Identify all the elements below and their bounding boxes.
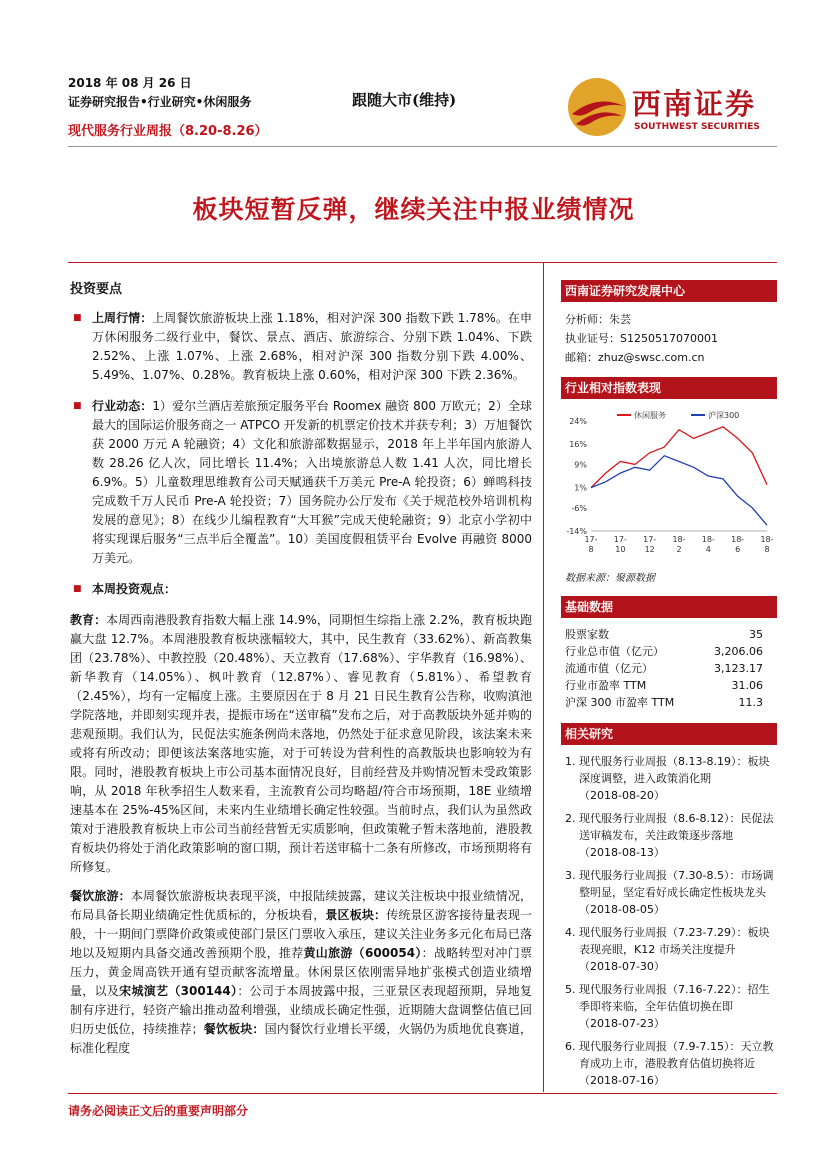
bullet-label: 行业动态：: [92, 399, 153, 413]
para-text: 本周西南港股教育指数大幅上涨 14.9%，同期恒生综指上涨 2.2%，教育板块跑赢大盘 12.7%。本周港股教育板块涨幅较大，其中，民生教育（33.62%）、新高教集团（23.78%）、中教控股（20.48%）、天立教育（17.68%）、宇华教育（16.98%）、新华教育（14.05%）、枫叶教育（12.87%）、睿见教育（5.81%）、希望教育（2.45%），均有一定幅度上涨。主要原因在于 8 月 21 日民生教育公告称，收购滇池学院落地，并即刻实现并表，提振市场在“送审稿”发布之后，对于高教版块外延并购的悲观预期。我们认为，民促法实施条例尚未落地，仍然处于征求意见阶段，该法案未来或将有所改动；即便该法案落地实施，对于可转设为营利性的高教版块也影响较为有限。同时，港股教育板块上市公司基本面情况良好，目前经营及并购情况暂未受政策影响，从 2018 年秋季招生人数来看，主流教育公司均略超/符合市场预期，18E 业绩增速基本在 25%-45%区间，未来内生业绩增长确定性较强。当前时点，我们认为虽然政策对于港股教育板块上市公司当前经营暂无实质影响，但政策靴子暂未落地前，港股教育板块仍将处于消化政策影响的窗口期，预计若送审稿十二条有所修改，市场预期将有所修复。: [70, 613, 532, 874]
stock-name: 黄山旅游（600054）: [303, 946, 422, 960]
logo-name-en: SOUTHWEST SECURITIES: [634, 122, 760, 132]
title-divider: [68, 262, 777, 263]
basic-key: 沪深 300 市盈率 TTM: [565, 696, 675, 709]
legend-label: 休闲服务: [634, 411, 666, 420]
para-label: 餐饮板块：: [203, 1022, 265, 1036]
basic-key: 股票家数: [565, 628, 609, 641]
column-divider: [543, 262, 544, 1092]
education-paragraph: [70, 611, 532, 877]
bullet-label: 上周行情：: [92, 311, 153, 325]
stock-name: 宋城演艺（300144）: [119, 984, 238, 998]
footer-divider: [68, 1093, 777, 1094]
related-number: 1.: [565, 755, 576, 768]
related-title: 现代服务行业周报（8.13-8.19）：板块深度调整，进入政策消化期: [579, 755, 770, 785]
related-date: （2018-08-20）: [579, 789, 665, 802]
analyst-license: 执业证号：S1250517070001: [565, 332, 718, 345]
related-item[interactable]: [561, 810, 777, 861]
bullet-views: [70, 580, 532, 599]
y-tick-label: 1%: [574, 483, 587, 493]
basic-key: 行业市盈率 TTM: [565, 679, 647, 692]
x-tick-label: 4: [705, 545, 711, 554]
rating: 跟随大市(维持): [352, 91, 457, 109]
related-title: 现代服务行业周报（7.23-7.29）：板块表现亮眼，K12 市场关注度提升: [579, 926, 770, 956]
related-item[interactable]: [561, 981, 777, 1032]
basic-value: 3,206.06: [714, 645, 763, 658]
related-title: 现代服务行业周报（7.30-8.5）：市场调整明显，坚定看好成长确定性板块龙头: [579, 869, 774, 899]
x-tick-label: 18-: [672, 535, 686, 544]
analyst-name: 分析师：朱芸: [565, 313, 631, 326]
x-tick-label: 10: [615, 545, 626, 554]
related-item[interactable]: [561, 924, 777, 975]
related-number: 6.: [565, 1040, 576, 1053]
y-tick-label: 9%: [574, 460, 587, 470]
basic-data-row: [561, 643, 777, 660]
basic-value: 3,123.17: [714, 662, 763, 675]
performance-header: 行业相对指数表现: [561, 377, 777, 399]
logo-emblem-icon: [566, 76, 628, 138]
x-tick-label: 18-: [701, 535, 715, 544]
performance-chart-svg: [561, 407, 777, 567]
related-number: 4.: [565, 926, 576, 939]
report-date: 2018 年 08 月 26 日: [68, 76, 192, 90]
basic-key: 行业总市值（亿元）: [565, 645, 664, 658]
basic-data-row: [561, 660, 777, 677]
para-text: 本周餐饮旅游板块表现平淡，中报陆续披露，建议关注板块中报业绩情况，布局具备长期业绩确定性优质标的，分板块看，: [70, 889, 532, 922]
y-tick-label: -6%: [571, 503, 587, 513]
basic-value: 11.3: [738, 696, 763, 709]
bullet-text: 上周餐饮旅游板块上涨 1.18%，相对沪深 300 指数下跌 1.78%。在申万休闲服务二级行业中，餐饮、景点、酒店、旅游综合、分别下跌 1.04%、下跌 2.52%、上涨 1.07%、上涨 2.68%，相对沪深 300 指数分别下跌 4.00%、5.49%、1.07%、0.28%。教育板块上涨 0.60%，相对沪深 300 下跌 2.36%。: [92, 311, 532, 382]
para-text: ：公司于本周披露中报，三亚景区表现超预期，异地复制有序进行，轻资产输出推动盈利增强，业绩成长确定性强，近期随大盘调整估值已回归历史低位，持续推荐；: [70, 984, 532, 1036]
para-text: 传统景区游客接待量表现一般，十一期间门票降价政策或使部门景区门票收入承压，建议关注业务多元化布局已落地以及短期内具备交通改善预期个股，推荐: [70, 908, 532, 960]
related-item[interactable]: [561, 867, 777, 918]
basic-data-header: 基础数据: [561, 596, 777, 618]
performance-chart: [561, 407, 777, 567]
para-text: 国内餐饮行业增长平缓，火锅仍为质地优良赛道，标准化程度: [70, 1022, 532, 1055]
related-research-header: 相关研究: [561, 723, 777, 745]
research-center-header: 西南证券研究发展中心: [561, 280, 777, 302]
series-line-2: [591, 456, 767, 526]
series-line-1: [591, 427, 767, 488]
x-tick-label: 18-: [760, 535, 774, 544]
related-title: 现代服务行业周报（7.16-7.22）：招生季即将来临，全年估值切换在即: [579, 983, 770, 1013]
related-number: 2.: [565, 812, 576, 825]
bullet-news: [70, 397, 532, 568]
related-title: 现代服务行业周报（8.6-8.12）：民促法送审稿发布，关注政策逐步落地: [579, 812, 774, 842]
related-item[interactable]: [561, 1038, 777, 1089]
catering-paragraph: [70, 887, 532, 1058]
bullet-market: [70, 309, 532, 385]
basic-data-row: [561, 677, 777, 694]
x-tick-label: 6: [735, 545, 741, 554]
x-tick-label: 17-: [613, 535, 627, 544]
logo-name-cn: 西南证券: [632, 87, 757, 121]
x-tick-label: 18-: [731, 535, 745, 544]
related-item[interactable]: [561, 753, 777, 804]
para-label: 教育：: [70, 613, 107, 627]
related-number: 5.: [565, 983, 576, 996]
basic-value: 31.06: [731, 679, 763, 692]
related-date: （2018-07-30）: [579, 960, 665, 973]
x-tick-label: 12: [644, 545, 655, 554]
main-title: 板块短暂反弹，继续关注中报业绩情况: [192, 195, 635, 224]
x-tick-label: 2: [676, 545, 682, 554]
related-title: 现代服务行业周报（7.9-7.15）：天立教育成功上市，港股教育估值切换将近: [579, 1040, 774, 1070]
y-tick-label: -14%: [566, 527, 587, 536]
related-date: （2018-08-13）: [579, 846, 665, 859]
para-label: 餐饮旅游：: [70, 889, 131, 903]
data-source: 数据来源：聚源数据: [565, 573, 655, 584]
related-date: （2018-08-05）: [579, 903, 665, 916]
basic-data-row: [561, 694, 777, 711]
bullet-text: 1）爱尔兰酒店差旅预定服务平台 Roomex 融资 800 万欧元；2）全球最大的国际运价服务商之一 ATPCO 开发新的机票定价技术并获专利；3）万旭餐饮获 2000 万元 A 轮融资；4）文化和旅游部数据显示，2018 年上半年国内旅游人数 28.26 亿人次，同比增长 11.4%；入出境旅游总人数 1.41 人次，同比增长 6.9%。5）儿童数理思维教育公司天赋通获千万美元 Pre-A 轮投资；6）蝉鸣科技完成数千万人民币 Pre-A 轮投资；7）国务院办公厅发布《关于规范校外培训机构发展的意见》；8）在线少儿编程教育“大耳猴”完成天使轮融资；9）北京小学初中将实现课后服务“三点半后全覆盖”。10）美国度假租赁平台 Evolve 再融资 8000 万美元。: [92, 399, 532, 565]
para-text: ：战略转型对冲门票压力，黄金周高铁开通有望贡献客流增量。休闲景区依刚需异地扩张模式创造业绩增量，以及: [70, 946, 532, 998]
legend-label: 沪深300: [708, 411, 740, 420]
related-date: （2018-07-16）: [579, 1074, 665, 1087]
y-tick-label: 24%: [569, 417, 587, 426]
related-date: （2018-07-23）: [579, 1017, 665, 1030]
report-type: 证券研究报告•行业研究•休闲服务: [68, 95, 252, 109]
basic-data-row: [561, 626, 777, 643]
investment-summary: [70, 280, 532, 1068]
company-logo: [566, 72, 766, 142]
footer-disclaimer: 请务必阅读正文后的重要声明部分: [68, 1104, 249, 1118]
para-label: 景区板块：: [325, 908, 387, 922]
analyst-email: 邮箱：zhuz@swsc.com.cn: [565, 351, 705, 364]
header-divider: [68, 146, 777, 147]
related-research-list: [561, 753, 777, 1089]
weekly-title: 现代服务行业周报（8.20-8.26）: [68, 124, 268, 139]
y-tick-label: 16%: [569, 440, 587, 450]
basic-value: 35: [749, 628, 763, 641]
x-tick-label: 17-: [584, 535, 598, 544]
sidebar: [561, 280, 777, 1095]
section-title: 投资要点: [70, 282, 123, 297]
x-tick-label: 8: [588, 545, 594, 554]
x-tick-label: 17-: [643, 535, 657, 544]
basic-data-table: [561, 626, 777, 711]
related-number: 3.: [565, 869, 576, 882]
basic-key: 流通市值（亿元）: [565, 662, 653, 675]
bullet-label: 本周投资观点：: [92, 582, 177, 596]
x-tick-label: 8: [764, 545, 770, 554]
